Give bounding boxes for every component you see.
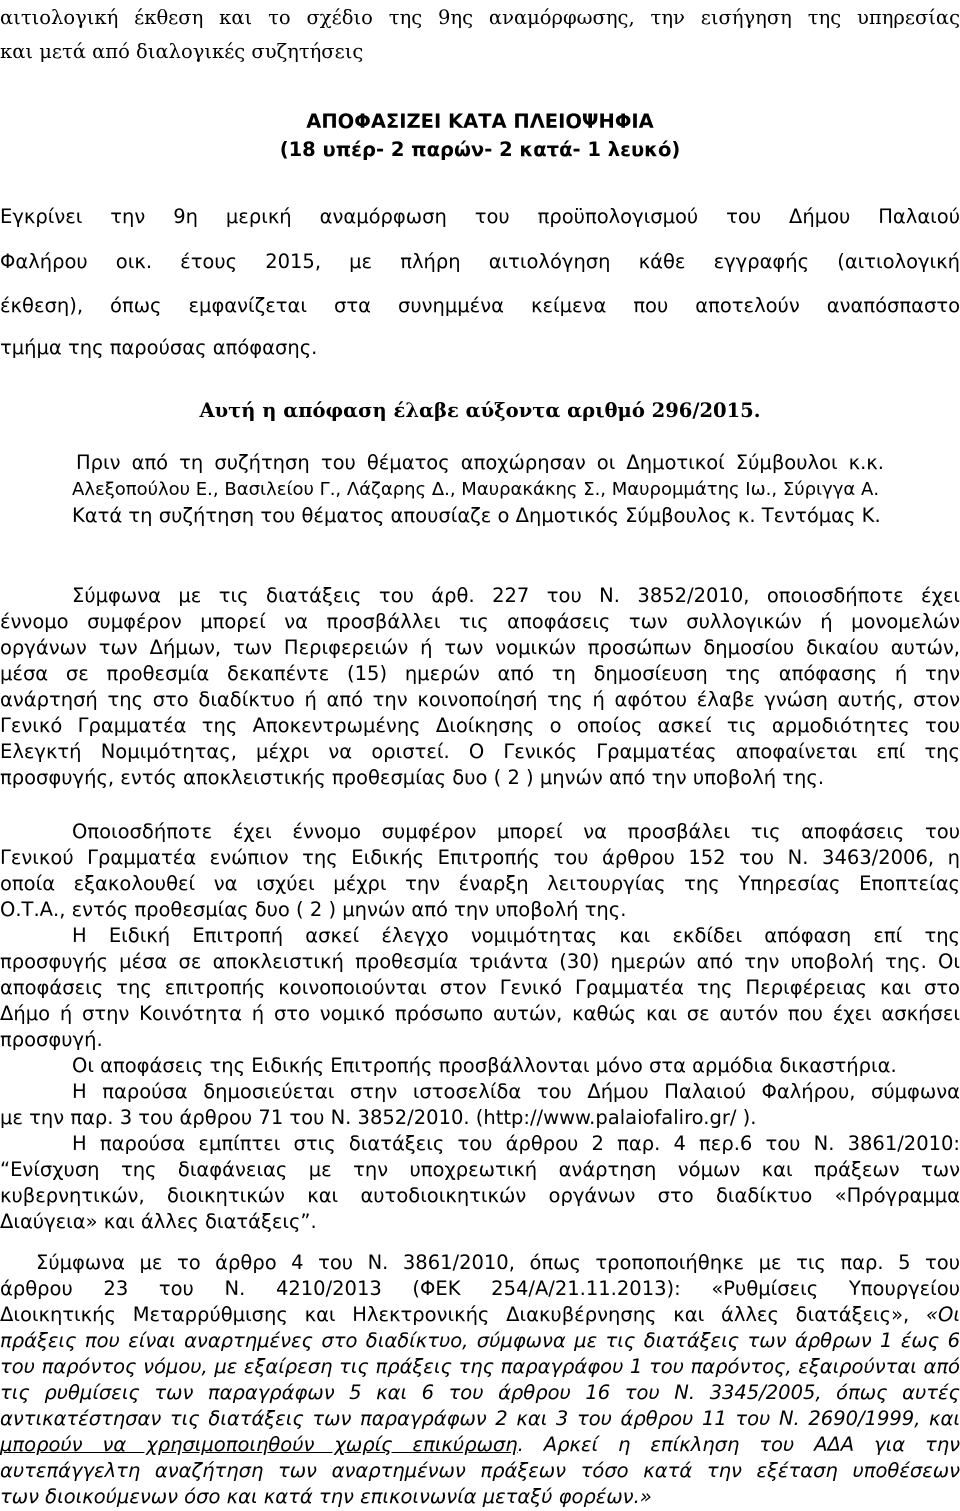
appeal-line-7: Ελεγκτή Νομιμότητας, μέχρι να οριστεί. Ο Γενικός Γραμματέας αποφαίνεται επί της [0,740,960,763]
final-line-8 [0,1433,960,1457]
attendance-line-3: Κατά τη συζήτηση του θέματος απουσίαζε ο Δημοτικός Σύμβουλος κ. Τεντόμας Κ. [72,504,881,527]
final-line-5: του παρόντος νόμου, με εξαίρεση τις πράξεις της παραγράφου 1 του παρόντος, εξαιρούνται από [0,1355,960,1378]
committee-line-15: κυβερνητικών, διοικητικών και αυτοδιοικητικών οργάνων στο διαδίκτυο «Πρόγραμμα [0,1184,960,1207]
committee-line-14: “Ενίσχυση της διαφάνειας με την υποχρεωτική ανάρτηση νόμων και πράξεων των [0,1158,960,1181]
committee-line-2: Γενικού Γραμματέα ενώπιον της Ειδικής Επιτροπής του άρθρου 152 του Ν. 3463/2006, η [0,846,960,869]
appeal-line-5: ανάρτησή της στο διαδίκτυο ή από την κοινοποίησή της ή αφότου έλαβε γνώση αυτής, στον [0,688,960,711]
final-line-1: Σύμφωνα με το άρθρο 4 του Ν. 3861/2010, όπως τροποποιήθηκε με τις παρ. 5 του [36,1251,960,1274]
final-line-7: αντικατέστησαν τις διατάξεις των παραγράφων 2 και 3 του άρθρου 11 του Ν. 2690/1999, και [0,1407,960,1430]
appeal-line-3: οργάνων των Δήμων, των Περιφερειών ή των νομικών προσώπων δημοσίου δικαίου αυτών, [0,636,960,659]
committee-line-3: οποία εξακολουθεί να ισχύει μέχρι την έναρξη λειτουργίας της Υπηρεσίας Εποπτείας [0,872,960,895]
final-line-3-regular: Διοικητικής Μεταρρύθμισης και Ηλεκτρονικής Διακυβέρνησης και άλλες διατάξεις», [0,1303,927,1326]
final-line-10: των διοικούμενων όσο και κατά την επικοινωνία μεταξύ φορέων.» [0,1485,652,1508]
committee-line-5: Η Ειδική Επιτροπή ασκεί έλεγχο νομιμότητας και εκδίδει απόφαση επί της [72,924,960,947]
appeal-line-1: Σύμφωνα με τις διατάξεις του άρθ. 227 του Ν. 3852/2010, οποιοσδήποτε έχει [72,584,960,607]
committee-line-13: Η παρούσα εμπίπτει στις διατάξεις του άρθρου 2 παρ. 4 περ.6 του Ν. 3861/2010: [72,1132,960,1155]
final-line-8-underlined: μπορούν να χρησιμοποιηθούν χωρίς επικύρωση [0,1433,518,1456]
committee-line-10: Οι αποφάσεις της Ειδικής Επιτροπής προσβάλλονται μόνο στα αρμόδια δικαστήρια. [72,1054,897,1077]
approval-line-2: Φαλήρου οικ. έτους 2015, με πλήρη αιτιολόγηση κάθε εγγραφής (αιτιολογική [0,250,960,273]
committee-line-7: αποφάσεις της επιτροπής κοινοποιούνται στον Γενικό Γραμματέα της Περιφέρειας και στο [0,976,960,999]
committee-line-4: Ο.Τ.Α., εντός προθεσμίας δυο ( 2 ) μηνών από την υποβολή της. [0,898,627,921]
appeal-line-2: έννομο συμφέρον μπορεί να προσβάλλει τις αποφάσεις των συλλογικών ή μονομελών [0,610,960,633]
final-line-8-rest: . Αρκεί η επίκληση του ΑΔΑ για την [517,1433,960,1456]
intro-line-2: και μετά από διαλογικές συζητήσεις [0,40,364,63]
final-line-4: πράξεις που είναι αναρτημένες στο διαδίκτυο, σύμφωνα με τις διατάξεις των άρθρων 1 έως 6 [0,1329,960,1352]
committee-line-12: με την παρ. 3 του άρθρου 71 του Ν. 3852/2010. (http://www.palaiofaliro.gr/ ). [0,1106,757,1129]
decision-number: Αυτή η απόφαση έλαβε αύξοντα αριθμό 296/2015. [199,399,761,422]
attendance-line-2: Αλεξοπούλου Ε., Βασιλείου Γ., Λάζαρης Δ., Μαυρακάκης Σ., Μαυρομμάτης Ιω., Σύριγγα Α. [72,479,880,500]
committee-line-11: Η παρούσα δημοσιεύεται στην ιστοσελίδα του Δήμου Παλαιού Φαλήρου, σύμφωνα [72,1080,960,1103]
approval-line-4: τμήμα της παρούσας απόφασης. [0,336,318,359]
committee-line-8: Δήμο ή στην Κοινότητα ή στο νομικό πρόσωπο αυτών, καθώς και σε αυτόν που έχει ασκήσει [0,1002,960,1025]
appeal-line-4: μέσα σε προθεσμία δεκαπέντε (15) ημερών από τη δημοσίευση της απόφασης ή την [0,662,960,685]
decision-heading: ΑΠΟΦΑΣΙΖΕΙ ΚΑΤΑ ΠΛΕΙΟΨΗΦΙΑ [306,110,654,133]
attendance-line-1: Πριν από τη συζήτηση του θέματος αποχώρησαν οι Δημοτικοί Σύμβουλοι κ.κ. [76,451,884,474]
appeal-line-8: προσφυγής, εντός αποκλειστικής προθεσμίας δυο ( 2 ) μηνών από την υποβολή της. [0,766,825,789]
committee-line-9: προσφυγή. [0,1028,103,1051]
final-line-2: άρθρου 23 του Ν. 4210/2013 (ΦΕΚ 254/Α/21.11.2013): «Ρυθμίσεις Υπουργείου [0,1277,960,1300]
committee-line-1: Οποιοσδήποτε έχει έννομο συμφέρον μπορεί να προσβάλει τις αποφάσεις του [72,820,960,843]
committee-line-6: προσφυγής μέσα σε αποκλειστική προθεσμία τριάντα (30) ημερών από την υποβολή της. Οι [0,950,960,973]
approval-line-1: Εγκρίνει την 9η μερική αναμόρφωση του προϋπολογισμού του Δήμου Παλαιού [0,205,960,228]
final-line-3 [0,1303,960,1327]
final-line-9: αυτεπάγγελτη αναζήτηση των αναρτημένων πράξεων τόσο κατά την εξέταση υποθέσεων [0,1459,960,1482]
final-line-3-italic: «Οι [926,1303,960,1326]
vote-count: (18 υπέρ- 2 παρών- 2 κατά- 1 λευκό) [279,138,681,161]
final-line-6: τις ρυθμίσεις των παραγράφων 5 και 6 του άρθρου 16 του Ν. 3345/2005, όπως αυτές [0,1381,960,1404]
appeal-line-6: Γενικό Γραμματέα της Αποκεντρωμένης Διοίκησης ο οποίος ασκεί τις αρμοδιότητες του [0,714,960,737]
committee-line-16: Διαύγεια» και άλλες διατάξεις”. [0,1210,317,1233]
intro-line-1: αιτιολογική έκθεση και το σχέδιο της 9ης αναμόρφωσης, την εισήγηση της υπηρεσίας [0,6,960,29]
approval-line-3: έκθεση), όπως εμφανίζεται στα συνημμένα κείμενα που αποτελούν αναπόσπαστο [0,294,960,317]
